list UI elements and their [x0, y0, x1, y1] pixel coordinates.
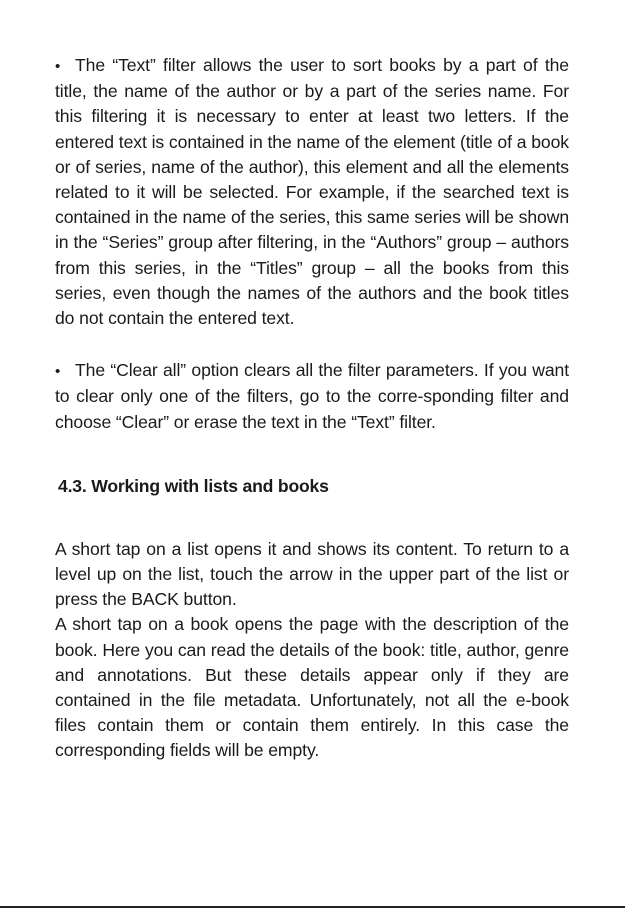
text-filter-description: The “Text” filter allows the user to sort books by a part of the title, the name of the author or by a part of the series name. For this filtering it is necessary to enter at least two letters. If the entered text is contained in the name of the element (title of a book or of series, name of the author), this element and all the elements related to it will be selected. For example, if the searched text is contained in the name of the series, this same series will be shown in the “Series” group after filtering, in the “Authors” group – authors from this series, in the “Titles” group – all the books from this series, even though the names of the authors and the book titles do not contain the entered text.: [55, 55, 569, 329]
book-description-paragraph: A short tap on a book opens the page with the description of the book. Here you can read the details of the book: title, author, genre and annotations. But these details appear only if they are contained in the file metadata. Unfortunately, not all the e-book files contain them or contain them entirely. In this case the corresponding fields will be empty.: [55, 614, 569, 761]
section-heading: 4.3. Working with lists and books: [58, 475, 329, 496]
text-filter-paragraph: [55, 53, 569, 331]
clear-all-description: The “Clear all” option clears all the filter parameters. If you want to clear only one of the filters, go to the corre-sponding filter and choose “Clear” or erase the text in the “Text” filter.: [55, 360, 569, 432]
bullet-marker: •: [55, 58, 61, 75]
manual-page: [55, 53, 569, 764]
list-navigation-paragraph: A short tap on a list opens it and shows its content. To return to a level up on the list, touch the arrow in the upper part of the list or press the BACK button.: [55, 538, 569, 610]
bullet-marker: •: [55, 363, 61, 381]
clear-all-paragraph: [55, 358, 569, 435]
